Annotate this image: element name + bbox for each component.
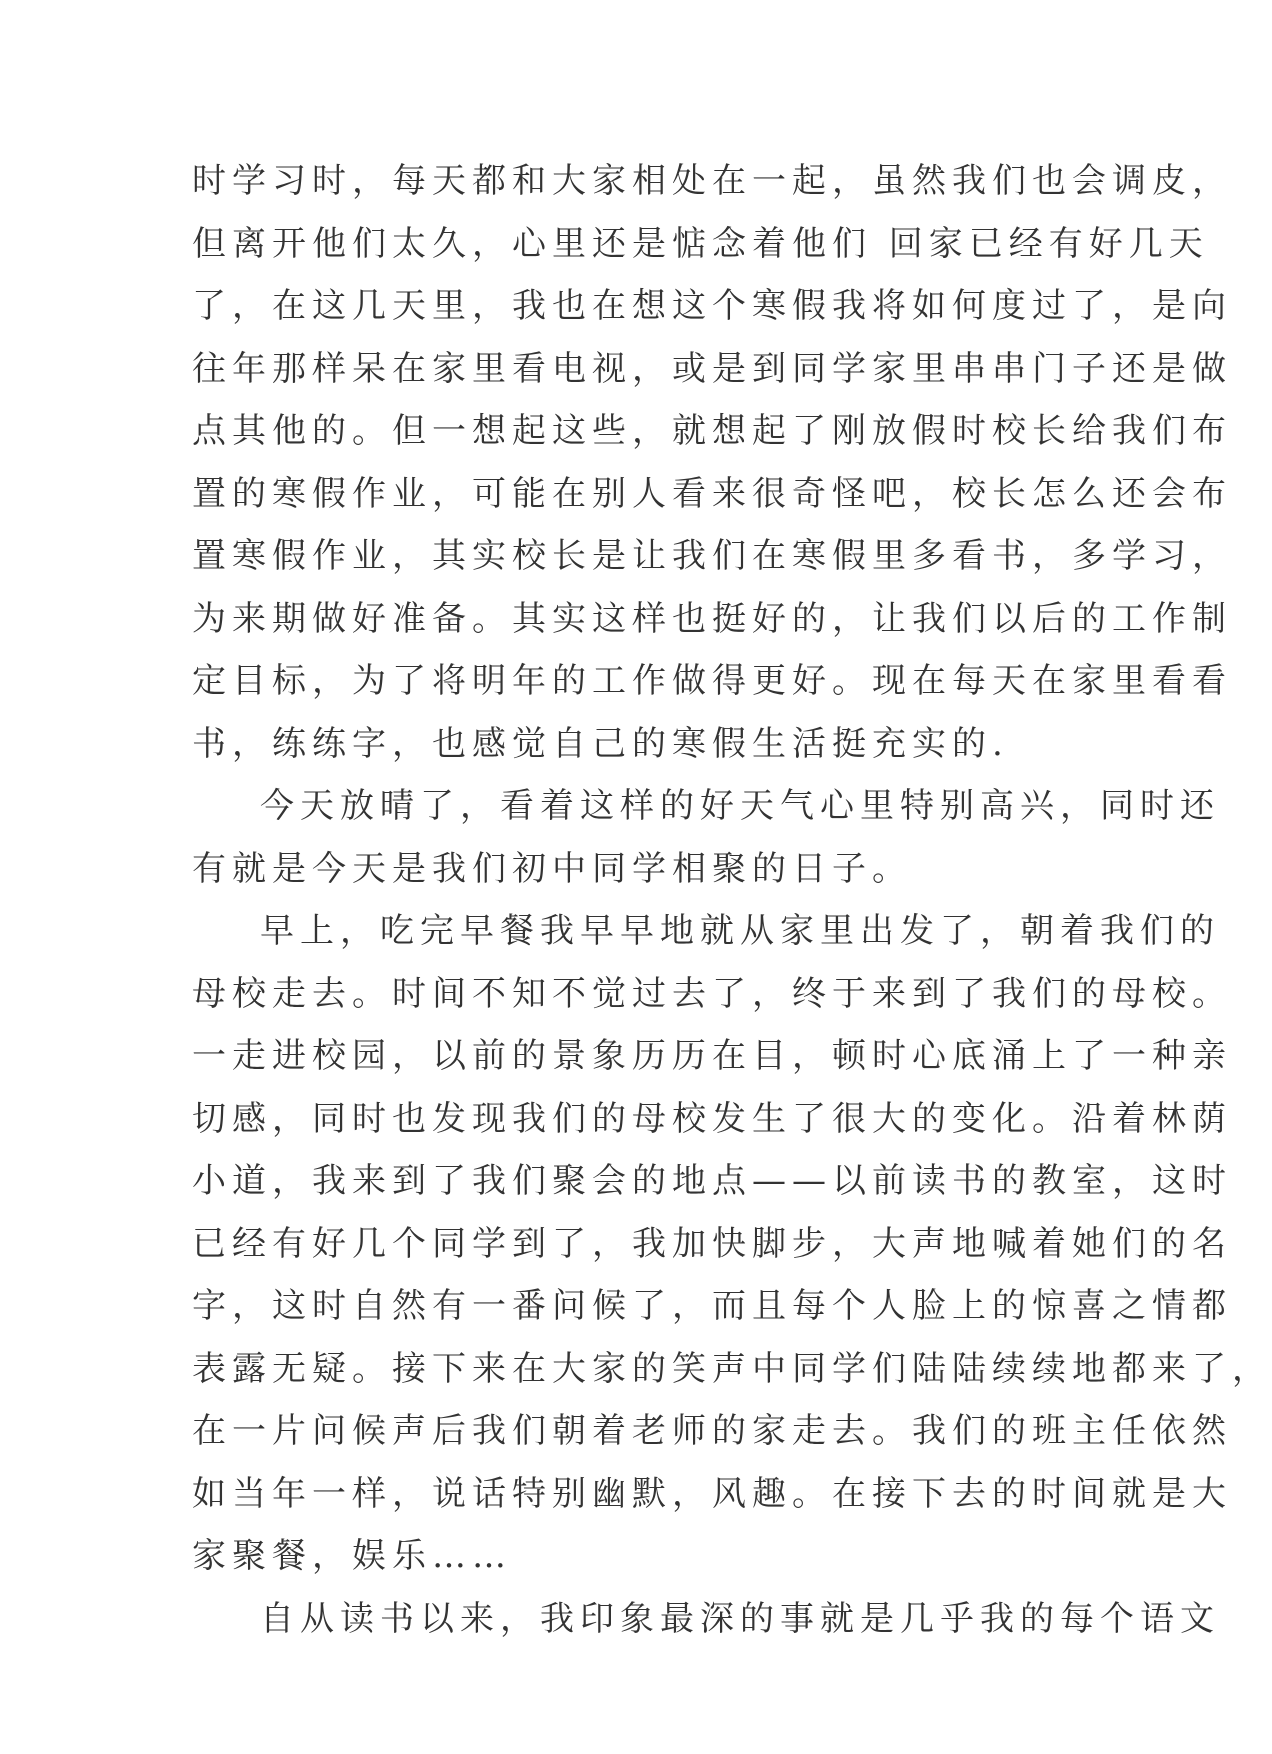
text-line: 表露无疑。接下来在大家的笑声中同学们陆陆续续地都来了， (192, 1348, 1272, 1389)
text-line: 母校走去。时间不知不觉过去了，终于来到了我们的母校。 (192, 973, 1232, 1014)
text-line: 一走进校园，以前的景象历历在目，顿时心底涌上了一种亲 (192, 1036, 1232, 1076)
text-line: 切感，同时也发现我们的母校发生了很大的变化。沿着林荫 (192, 1098, 1232, 1139)
text-line: 置寒假作业，其实校长是让我们在寒假里多看书，多学习， (192, 536, 1232, 576)
text-line: 点其他的。但一想起这些，就想起了刚放假时校长给我们布 (192, 411, 1232, 451)
text-line: 字，这时自然有一番问候了，而且每个人脸上的惊喜之情都 (192, 1286, 1232, 1326)
text-line: 时学习时，每天都和大家相处在一起，虽然我们也会调皮， (192, 161, 1232, 201)
paragraph-first-line: 自从读书以来，我印象最深的事就是几乎我的每个语文 (260, 1598, 1220, 1639)
paragraph-first-line: 早上，吃完早餐我早早地就从家里出发了，朝着我们的 (260, 911, 1220, 951)
text-line: 但离开他们太久，心里还是惦念着他们 回家已经有好几天 (192, 223, 1209, 264)
text-line: 了，在这几天里，我也在想这个寒假我将如何度过了，是向 (192, 286, 1232, 326)
text-line: 家聚餐，娱乐…… (192, 1536, 512, 1576)
body-text (192, 150, 1272, 1650)
text-line: 如当年一样，说话特别幽默，风趣。在接下去的时间就是大 (192, 1473, 1232, 1514)
text-line: 置的寒假作业，可能在别人看来很奇怪吧，校长怎么还会布 (192, 473, 1232, 514)
paragraph-first-line: 今天放晴了，看着这样的好天气心里特别高兴，同时还 (260, 786, 1220, 826)
text-line: 书，练练字，也感觉自己的寒假生活挺充实的. (192, 723, 1009, 764)
text-line: 为来期做好准备。其实这样也挺好的，让我们以后的工作制 (192, 598, 1232, 639)
text-line: 已经有好几个同学到了，我加快脚步，大声地喊着她们的名 (192, 1223, 1232, 1264)
text-line: 小道，我来到了我们聚会的地点——以前读书的教室，这时 (192, 1161, 1232, 1201)
text-line: 在一片问候声后我们朝着老师的家走去。我们的班主任依然 (192, 1411, 1232, 1451)
text-line: 有就是今天是我们初中同学相聚的日子。 (192, 848, 912, 889)
text-line: 往年那样呆在家里看电视，或是到同学家里串串门子还是做 (192, 348, 1232, 389)
text-line: 定目标，为了将明年的工作做得更好。现在每天在家里看看 (192, 661, 1232, 701)
